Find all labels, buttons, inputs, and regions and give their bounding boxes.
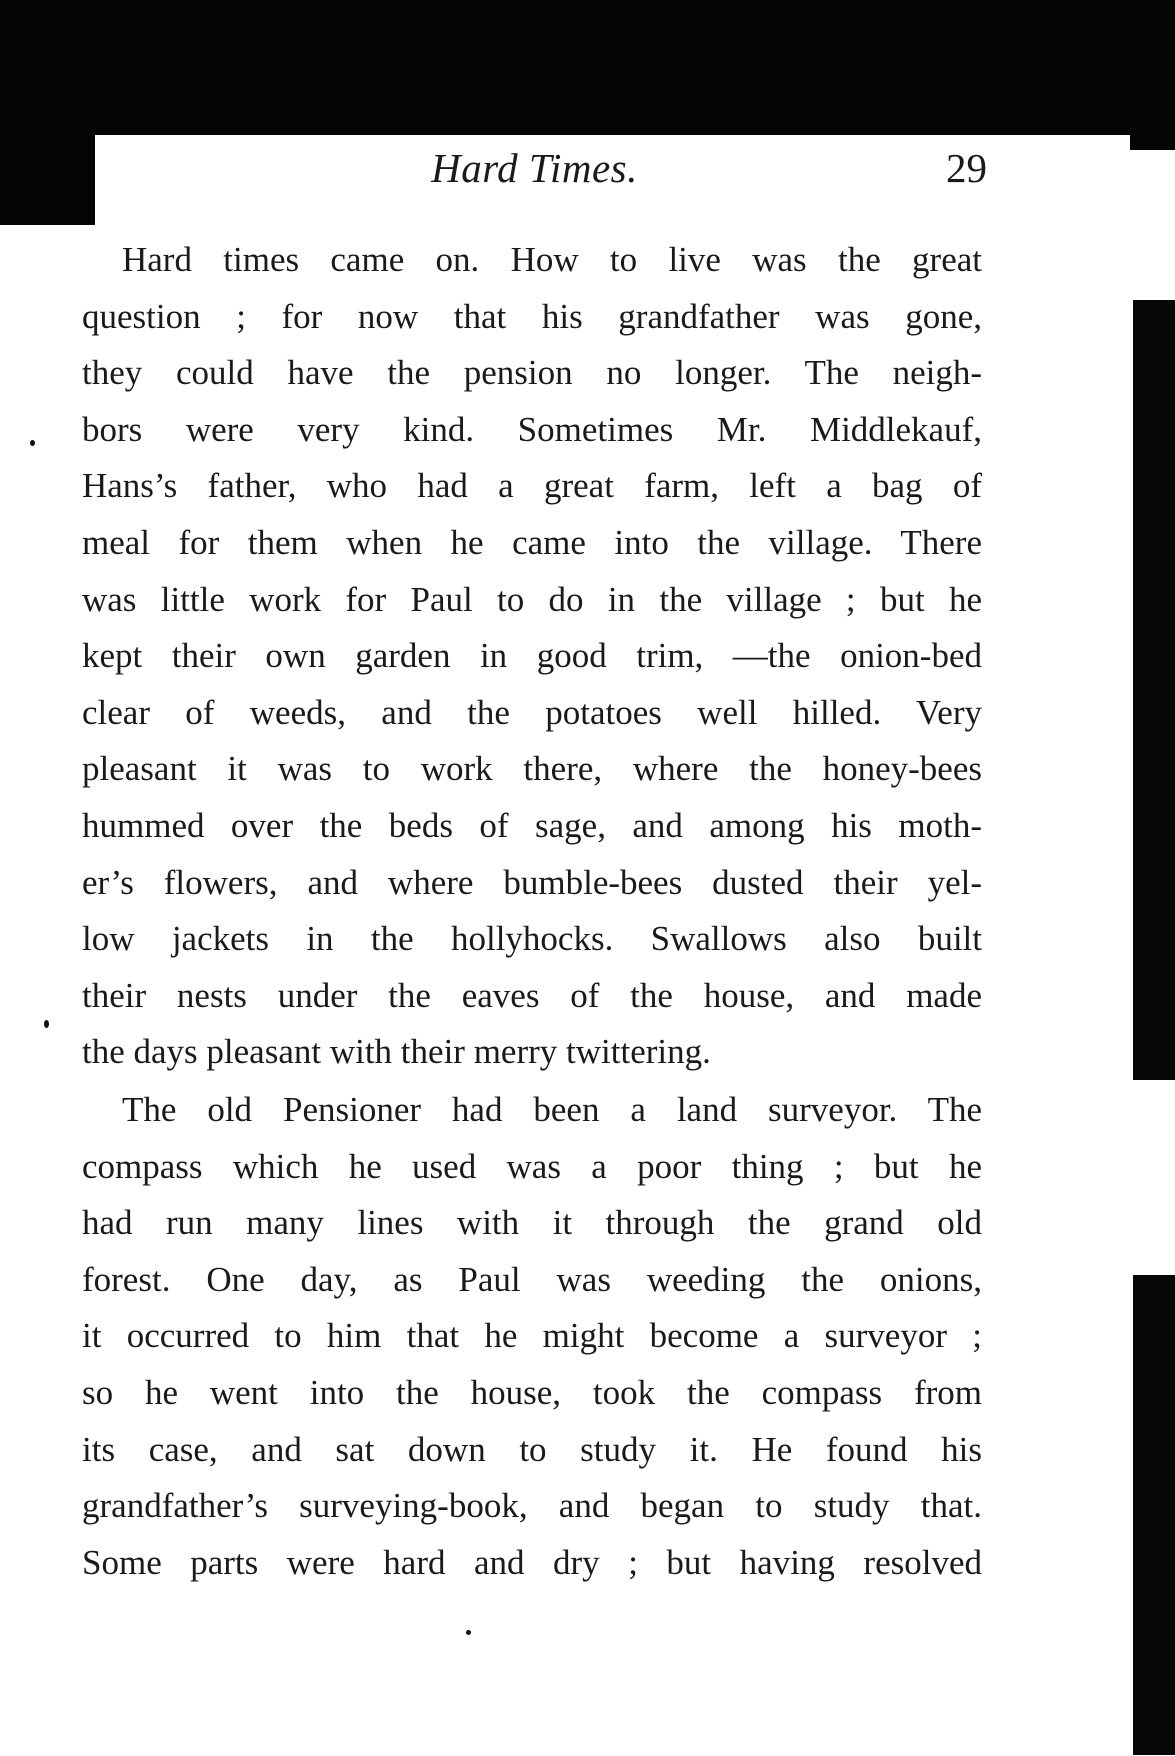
paragraph-1 xyxy=(82,232,982,1081)
ink-speck xyxy=(466,1630,471,1635)
text-line: The old Pensioner had been a land surveyor. The xyxy=(122,1090,982,1129)
page-number: 29 xyxy=(946,145,987,191)
text-line: pleasant it was to work there, where the honey-bees xyxy=(82,749,982,789)
text-line: their nests under the eaves of the house, and made xyxy=(82,975,982,1015)
paragraph-2 xyxy=(82,1082,982,1591)
text-line: compass which he used was a poor thing ; but he xyxy=(82,1146,982,1186)
text-line: forest. One day, as Paul was weeding the onions, xyxy=(82,1259,982,1299)
text-line: kept their own garden in good trim, —the onion-bed xyxy=(82,636,982,676)
scan-top-border xyxy=(0,0,1175,135)
page-edge-strip-lower xyxy=(1133,1275,1175,1755)
text-line: bors were very kind. Sometimes Mr. Middlekauf, xyxy=(82,409,982,449)
text-line: so he went into the house, took the compass from xyxy=(82,1372,982,1412)
ink-speck xyxy=(30,440,35,446)
text-line: had run many lines with it through the grand old xyxy=(82,1203,982,1243)
running-head xyxy=(82,140,987,200)
text-line: the days pleasant with their merry twittering. xyxy=(82,1032,711,1072)
text-line: Hard times came on. How to live was the great xyxy=(122,240,982,279)
text-line: er’s flowers, and where bumble-bees dusted their yel- xyxy=(82,862,982,902)
text-line: was little work for Paul to do in the village ; but he xyxy=(82,579,982,619)
text-line: hummed over the beds of sage, and among his moth- xyxy=(82,805,982,845)
text-line: its case, and sat down to study it. He found his xyxy=(82,1429,982,1469)
text-line: it occurred to him that he might become a surveyor ; xyxy=(82,1316,982,1356)
running-title: Hard Times. xyxy=(431,145,638,191)
text-line: clear of weeds, and the potatoes well hilled. Very xyxy=(82,692,982,732)
text-line: Some parts were hard and dry ; but having resolved xyxy=(82,1542,982,1582)
scan-left-artifact xyxy=(0,130,95,225)
page-edge-strip-upper xyxy=(1133,300,1175,1080)
ink-speck xyxy=(44,1020,49,1028)
text-line: grandfather’s surveying-book, and began to study that. xyxy=(82,1486,982,1526)
text-line: they could have the pension no longer. The neigh- xyxy=(82,353,982,393)
text-line: meal for them when he came into the village. There xyxy=(82,522,982,562)
text-line: low jackets in the hollyhocks. Swallows also built xyxy=(82,919,982,959)
text-line: Hans’s father, who had a great farm, left a bag of xyxy=(82,466,982,506)
scan-right-artifact xyxy=(1130,120,1175,150)
text-line: question ; for now that his grandfather was gone, xyxy=(82,296,982,336)
